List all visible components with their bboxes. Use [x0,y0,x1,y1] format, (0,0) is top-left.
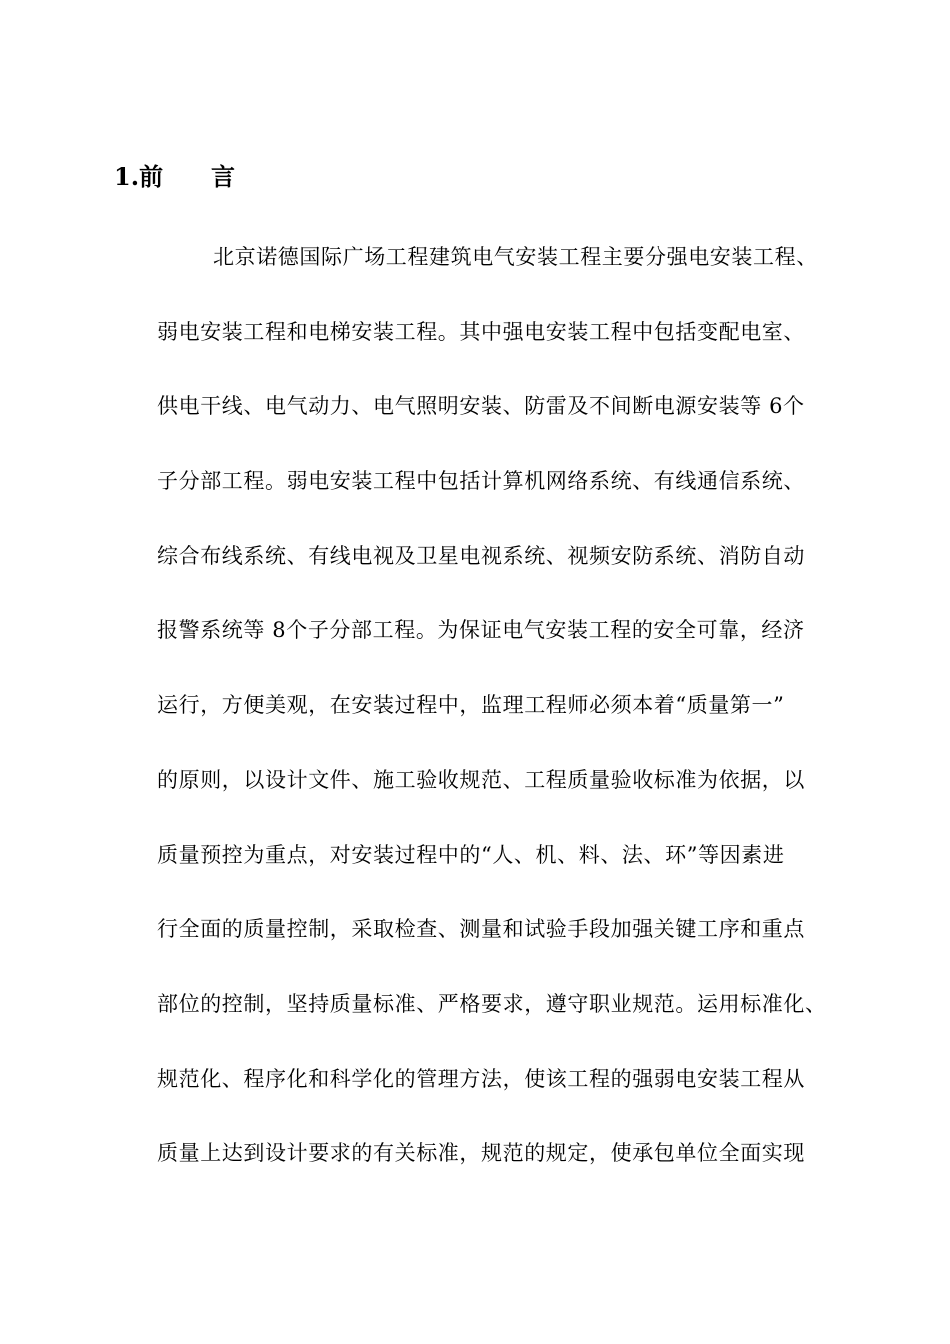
paragraph-line: 弱电安装工程和电梯安装工程。其中强电安装工程中包括变配电室、 [157,319,805,344]
paragraph-line: 的原则，以设计文件、施工验收规范、工程质量验收标准为依据，以 [157,767,805,792]
paragraph-line: 行全面的质量控制，采取检查、测量和试验手段加强关键工序和重点 [157,917,805,942]
section-number: 1. [114,162,140,191]
paragraph-line: 质量预控为重点，对安装过程中的“人、机、料、法、环”等因素进 [157,842,785,867]
paragraph-line: 北京诺德国际广场工程建筑电气安装工程主要分强电安装工程、 [213,245,818,269]
section-title: 前 言 [139,162,236,191]
body-paragraph [157,220,857,1191]
paragraph-line: 质量上达到设计要求的有关标准，规范的规定，使承包单位全面实现 [157,1141,805,1166]
paragraph-line: 子分部工程。弱电安装工程中包括计算机网络系统、有线通信系统、 [157,469,805,494]
paragraph-line: 综合布线系统、有线电视及卫星电视系统、视频安防系统、消防自动 [157,543,805,568]
paragraph-line: 报警系统等 8个子分部工程。为保证电气安装工程的安全可靠，经济 [157,618,805,643]
section-heading [114,160,235,194]
paragraph-line: 部位的控制，坚持质量标准、严格要求，遵守职业规范。运用标准化、 [157,991,827,1016]
paragraph-line: 供电干线、电气动力、电气照明安装、防雷及不间断电源安装等 6个 [157,394,805,419]
paragraph-line: 规范化、程序化和科学化的管理方法，使该工程的强弱电安装工程从 [157,1066,805,1091]
paragraph-line: 运行，方便美观，在安装过程中，监理工程师必须本着“质量第一” [157,693,785,718]
